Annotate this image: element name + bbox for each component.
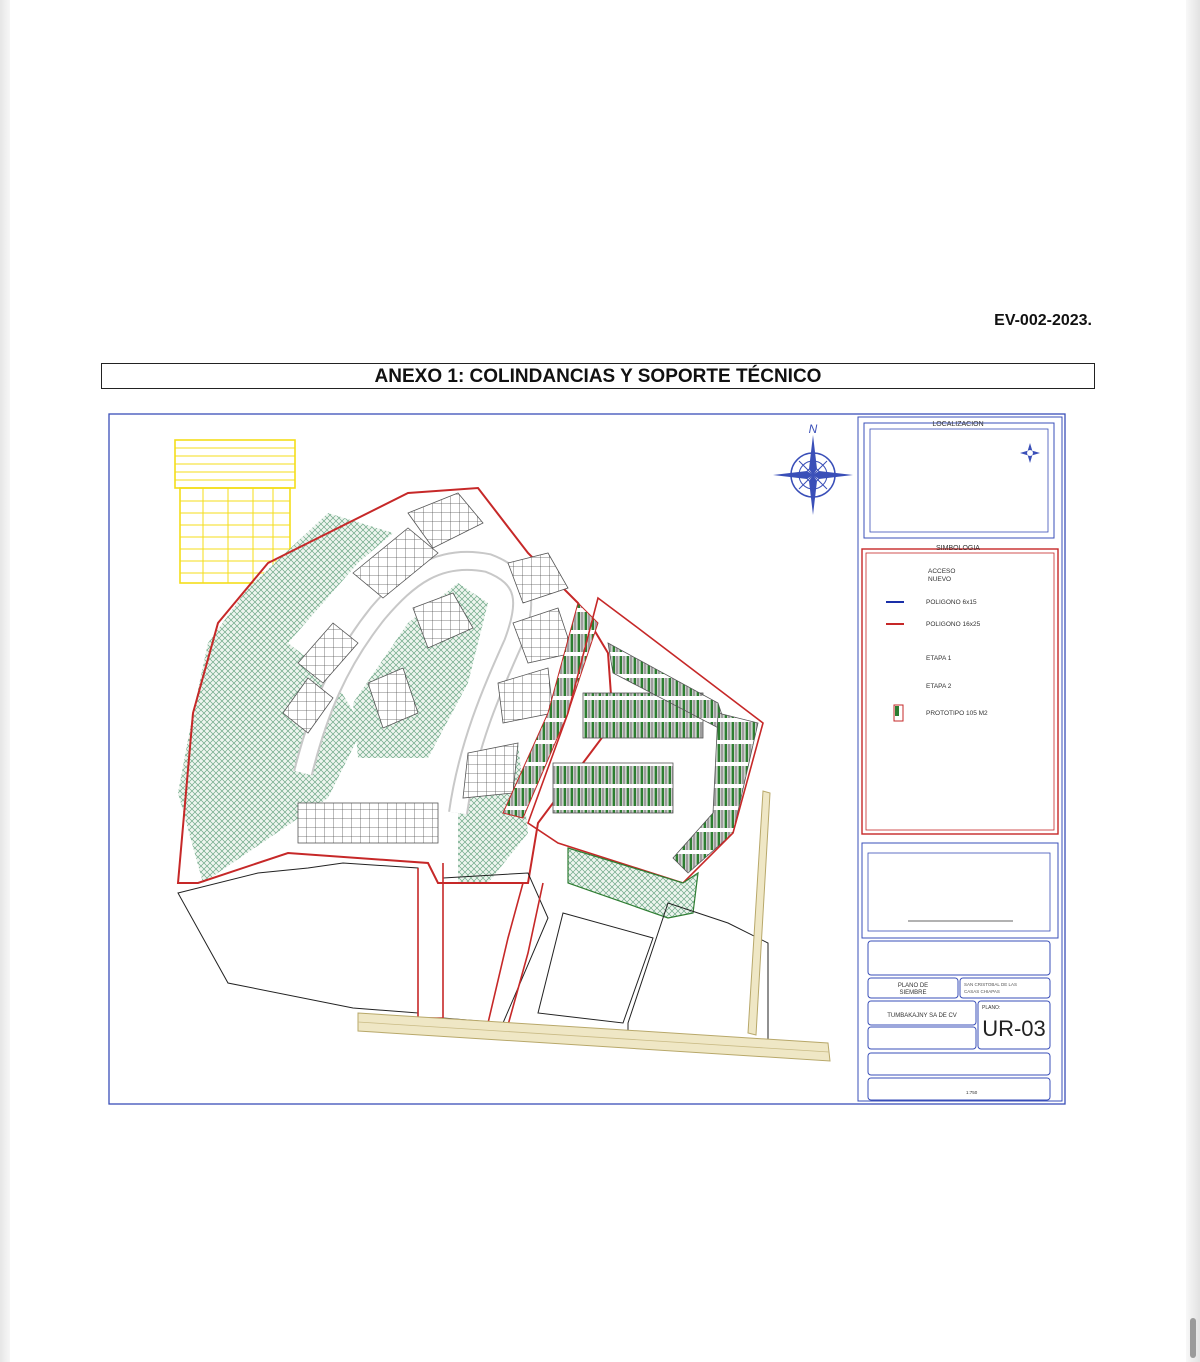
title-plano-line1: PLANO DE [897, 983, 929, 989]
title-location-line2: CASAS CHIAPAS [964, 989, 1000, 994]
legend-item-acceso-line2: NUEVO [928, 576, 952, 583]
title-plano-line2: SIEMBRE [899, 990, 927, 996]
legend-item-acceso-line1: ACCESO [928, 568, 956, 575]
notes-box [862, 843, 1058, 938]
location-box [864, 423, 1054, 538]
legend-item-poligono-6x15: POLIGONO 6x15 [926, 599, 977, 606]
title-sheet-code: UR-03 [982, 1016, 1046, 1041]
location-title: LOCALIZACION [932, 421, 984, 428]
compass-icon [773, 435, 853, 515]
title-location-line1: SAN CRISTOBAL DE LAS [964, 982, 1018, 987]
site-plan-drawing [108, 413, 1066, 1105]
page-edge-left [0, 0, 10, 1362]
legend-box [862, 549, 1058, 834]
access-roads-red [418, 863, 543, 1025]
scrollbar-thumb[interactable] [1190, 1318, 1196, 1358]
title-sheet-label: PLANO: [982, 1005, 1001, 1011]
side-road [748, 791, 770, 1035]
annex-title: ANEXO 1: COLINDANCIAS Y SOPORTE TÉCNICO [101, 363, 1095, 389]
legend-item-etapa-1: ETAPA 1 [926, 655, 952, 662]
legend-item-poligono-16x25: POLIGONO 16x25 [926, 621, 981, 628]
legend-item-prototipo: PROTOTIPO 105 M2 [926, 710, 988, 717]
title-scale: 1:750 [966, 1090, 978, 1095]
site-plan [108, 413, 1066, 1105]
legend-item-etapa-2: ETAPA 2 [926, 683, 952, 690]
main-road [358, 1013, 830, 1061]
location-marker-icon [1020, 443, 1040, 463]
document-code: EV-002-2023. [994, 312, 1092, 329]
title-company: TUMBAKAJNY SA DE CV [887, 1013, 957, 1019]
page-edge-right [1186, 0, 1200, 1362]
legend-title: SIMBOLOGIA [936, 545, 980, 552]
prototype-icon [894, 705, 903, 721]
compass-north-label: N [808, 422, 818, 436]
